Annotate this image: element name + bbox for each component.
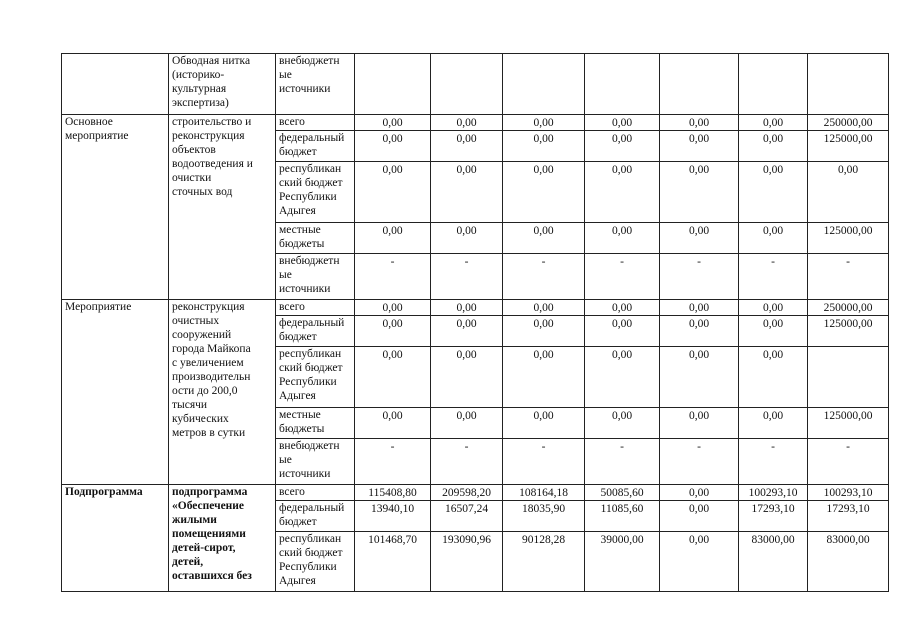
- measure-name-cell: реконструкция очистных сооружений города Майкопа с увеличением производительн ости до 200,0 тысячи кубических метров в сутки: [169, 300, 276, 485]
- value-cell: 0,00: [660, 532, 739, 592]
- value-cell: 0,00: [585, 408, 660, 439]
- row-type-cell: Мероприятие: [62, 300, 169, 485]
- funding-source-cell: федеральный бюджет: [276, 131, 355, 162]
- value-cell: [431, 54, 503, 115]
- value-cell: -: [355, 254, 431, 300]
- table-row: [62, 115, 889, 131]
- value-cell: -: [585, 254, 660, 300]
- funding-source-cell: республикан ский бюджет Республики Адыгея: [276, 532, 355, 592]
- value-cell: 100293,10: [739, 485, 808, 501]
- value-cell: 0,00: [355, 115, 431, 131]
- value-cell: 0,00: [660, 485, 739, 501]
- row-type-cell: Подпрограмма: [62, 485, 169, 592]
- funding-source-cell: всего: [276, 115, 355, 131]
- value-cell: 0,00: [585, 316, 660, 347]
- funding-source-cell: местные бюджеты: [276, 223, 355, 254]
- funding-source-cell: всего: [276, 300, 355, 316]
- value-cell: 0,00: [660, 347, 739, 408]
- value-cell: 209598,20: [431, 485, 503, 501]
- value-cell: 0,00: [585, 300, 660, 316]
- funding-source-cell: всего: [276, 485, 355, 501]
- value-cell: -: [431, 254, 503, 300]
- value-cell: 0,00: [660, 223, 739, 254]
- value-cell: 125000,00: [808, 223, 889, 254]
- value-cell: 108164,18: [503, 485, 585, 501]
- value-cell: 0,00: [660, 300, 739, 316]
- value-cell: 0,00: [660, 131, 739, 162]
- value-cell: -: [739, 254, 808, 300]
- funding-source-cell: местные бюджеты: [276, 408, 355, 439]
- value-cell: 0,00: [431, 300, 503, 316]
- budget-table: [61, 53, 889, 592]
- value-cell: 125000,00: [808, 316, 889, 347]
- value-cell: 250000,00: [808, 115, 889, 131]
- table-row: [62, 300, 889, 316]
- value-cell: 101468,70: [355, 532, 431, 592]
- value-cell: 16507,24: [431, 501, 503, 532]
- value-cell: 0,00: [585, 347, 660, 408]
- value-cell: [660, 54, 739, 115]
- value-cell: 0,00: [355, 162, 431, 223]
- table-row: [62, 485, 889, 501]
- value-cell: 0,00: [355, 316, 431, 347]
- value-cell: 0,00: [355, 131, 431, 162]
- value-cell: -: [808, 254, 889, 300]
- value-cell: 0,00: [660, 501, 739, 532]
- value-cell: 0,00: [431, 223, 503, 254]
- value-cell: 0,00: [739, 115, 808, 131]
- funding-source-cell: республикан ский бюджет Республики Адыгея: [276, 347, 355, 408]
- funding-source-cell: федеральный бюджет: [276, 316, 355, 347]
- value-cell: 0,00: [808, 162, 889, 223]
- value-cell: -: [503, 254, 585, 300]
- value-cell: -: [739, 439, 808, 485]
- measure-name-cell: строительство и реконструкция объектов водоотведения и очистки сточных вод: [169, 115, 276, 300]
- value-cell: -: [808, 439, 889, 485]
- value-cell: -: [431, 439, 503, 485]
- value-cell: [808, 347, 889, 408]
- value-cell: 0,00: [739, 223, 808, 254]
- value-cell: 0,00: [431, 316, 503, 347]
- row-type-cell: [62, 54, 169, 115]
- value-cell: 0,00: [503, 115, 585, 131]
- value-cell: 125000,00: [808, 131, 889, 162]
- value-cell: 0,00: [585, 131, 660, 162]
- value-cell: 0,00: [660, 115, 739, 131]
- value-cell: 0,00: [355, 223, 431, 254]
- table-row: [62, 54, 889, 115]
- funding-source-cell: республикан ский бюджет Республики Адыгея: [276, 162, 355, 223]
- value-cell: 0,00: [431, 347, 503, 408]
- value-cell: 11085,60: [585, 501, 660, 532]
- value-cell: 115408,80: [355, 485, 431, 501]
- value-cell: [808, 54, 889, 115]
- value-cell: 0,00: [355, 408, 431, 439]
- value-cell: 0,00: [503, 162, 585, 223]
- value-cell: 83000,00: [739, 532, 808, 592]
- value-cell: [355, 54, 431, 115]
- value-cell: 0,00: [431, 408, 503, 439]
- funding-source-cell: внебюджетн ые источники: [276, 439, 355, 485]
- funding-source-cell: федеральный бюджет: [276, 501, 355, 532]
- value-cell: 0,00: [739, 347, 808, 408]
- value-cell: 100293,10: [808, 485, 889, 501]
- value-cell: 0,00: [431, 131, 503, 162]
- value-cell: 0,00: [503, 408, 585, 439]
- value-cell: 13940,10: [355, 501, 431, 532]
- measure-name-cell: подпрограмма «Обеспечение жилыми помещениями детей-сирот, детей, оставшихся без: [169, 485, 276, 592]
- value-cell: 250000,00: [808, 300, 889, 316]
- value-cell: 0,00: [585, 223, 660, 254]
- value-cell: 0,00: [503, 316, 585, 347]
- value-cell: 0,00: [660, 408, 739, 439]
- value-cell: -: [503, 439, 585, 485]
- value-cell: [739, 54, 808, 115]
- value-cell: 39000,00: [585, 532, 660, 592]
- value-cell: 0,00: [431, 115, 503, 131]
- value-cell: 0,00: [739, 300, 808, 316]
- value-cell: 17293,10: [739, 501, 808, 532]
- value-cell: 0,00: [503, 223, 585, 254]
- funding-source-cell: внебюджетн ые источники: [276, 54, 355, 115]
- value-cell: 0,00: [739, 131, 808, 162]
- value-cell: 17293,10: [808, 501, 889, 532]
- value-cell: 0,00: [503, 131, 585, 162]
- value-cell: -: [660, 254, 739, 300]
- value-cell: 0,00: [739, 408, 808, 439]
- value-cell: 0,00: [503, 347, 585, 408]
- value-cell: 0,00: [739, 162, 808, 223]
- funding-source-cell: внебюджетн ые источники: [276, 254, 355, 300]
- value-cell: 90128,28: [503, 532, 585, 592]
- value-cell: -: [355, 439, 431, 485]
- value-cell: 0,00: [739, 316, 808, 347]
- value-cell: 0,00: [355, 300, 431, 316]
- value-cell: [585, 54, 660, 115]
- value-cell: 50085,60: [585, 485, 660, 501]
- measure-name-cell: Обводная нитка (историко- культурная экспертиза): [169, 54, 276, 115]
- value-cell: [503, 54, 585, 115]
- value-cell: 18035,90: [503, 501, 585, 532]
- value-cell: 0,00: [585, 162, 660, 223]
- value-cell: 0,00: [660, 316, 739, 347]
- value-cell: 0,00: [355, 347, 431, 408]
- value-cell: 125000,00: [808, 408, 889, 439]
- value-cell: 0,00: [431, 162, 503, 223]
- value-cell: -: [585, 439, 660, 485]
- value-cell: -: [660, 439, 739, 485]
- value-cell: 0,00: [503, 300, 585, 316]
- value-cell: 0,00: [585, 115, 660, 131]
- row-type-cell: Основное мероприятие: [62, 115, 169, 300]
- value-cell: 193090,96: [431, 532, 503, 592]
- value-cell: 0,00: [660, 162, 739, 223]
- value-cell: 83000,00: [808, 532, 889, 592]
